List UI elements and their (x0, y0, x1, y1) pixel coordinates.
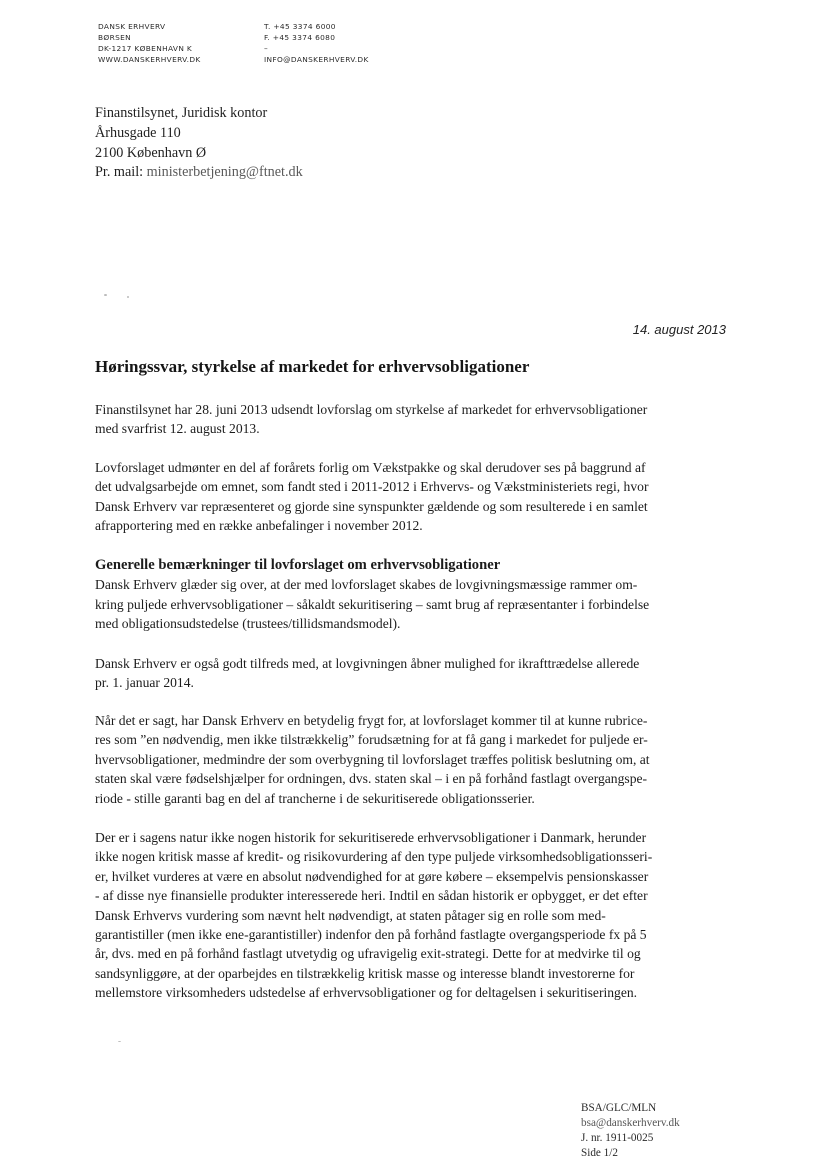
text-line: år, dvs. med en på forhånd fastlagt utvetydig og ufravigelig exit-strategi. Dette for at medvirke til og (95, 946, 641, 962)
letterhead-phone: T. +45 3374 6000 (264, 22, 336, 31)
text-line: Dansk Erhverv var repræsenteret og gjorde sine synspunkter gældende og som resulterede i en samlet (95, 498, 648, 514)
text-line: riode - stille garanti bag en del af trancherne i de sekuritiserede obligationsserier. (95, 790, 535, 806)
scan-speck (127, 296, 129, 298)
text-line: staten skal være fødselshjælper for ordningen, dvs. staten skal – i en på forhånd fastlagt overgangspe- (95, 771, 648, 787)
paragraph-6 (95, 828, 735, 1003)
letterhead-building: BØRSEN (98, 33, 132, 42)
recipient-name: Finanstilsynet, Juridisk kontor (95, 105, 268, 121)
letter-date: 14. august 2013 (632, 322, 726, 337)
text-line: Finanstilsynet har 28. juni 2013 udsendt lovforslag om styrkelse af markedet for erhvervsobligationer (95, 402, 648, 417)
text-line: det udvalgsarbejde om emnet, som fandt sted i 2011-2012 i Erhvervs- og Vækstministeriets regi, hvor (95, 479, 649, 495)
paragraph-5 (95, 711, 735, 808)
paragraph-4 (95, 654, 735, 693)
paragraph-3 (95, 556, 735, 634)
footer-page-number: Side 1/2 (581, 1147, 618, 1159)
text-line: med obligationsudstedelse (trustees/tillidsmandsmodel). (95, 616, 401, 632)
paragraph-2 (95, 458, 735, 536)
text-line: kring puljede erhvervsobligationer – såkaldt sekuritisering – samt brug af repræsentanter i forbindelse (95, 596, 650, 612)
footer-reference (581, 1101, 680, 1161)
recipient-block (95, 104, 303, 183)
text-line: mellemstore virksomheders udstedelse af erhvervsobligationer og for deltagelsen i sekuritiseringen. (95, 985, 638, 1001)
letterhead-postal: DK-1217 KØBENHAVN K (98, 44, 193, 53)
recipient-street: Århusgade 110 (95, 124, 181, 141)
recipient-mail-address: ministerbetjening@ftnet.dk (146, 164, 303, 181)
text-line: sandsynliggøre, at der oparbejdes en tilstrækkelig kritisk masse og interesse blandt investorerne for (95, 965, 635, 981)
letterhead-company: DANSK ERHVERV (98, 22, 166, 31)
text-line: Dansk Erhverv glæder sig over, at der med lovforslaget skabes de lovgivningsmæssige rammer om- (95, 577, 638, 593)
recipient-city: 2100 København Ø (95, 144, 207, 161)
letterhead-address (98, 21, 201, 65)
text-line: med svarfrist 12. august 2013. (95, 421, 260, 437)
text-line: ikke nogen kritisk masse af kredit- og risikovurdering af den type puljede virksomhedsobligationsseri- (95, 849, 653, 865)
letterhead-website: WWW.DANSKERHVERV.DK (98, 55, 201, 64)
text-line: pr. 1. januar 2014. (95, 675, 194, 691)
text-line: garantistiller (men ikke ene-garantistiller) indenfor den på forhånd fastlagte overgangsperiode fx på 5 (95, 927, 647, 943)
text-line: Når det er sagt, har Dansk Erhverv en betydelig frygt for, at lovforslaget kommer til at kunne rubrice- (95, 713, 648, 728)
letterhead-fax: F. +45 3374 6080 (264, 33, 336, 42)
footer-journal-number: J. nr. 1911-0025 (581, 1132, 654, 1144)
text-line: hvervsobligationer, medmindre der som overbygning til lovforslaget træffes politisk beslutning om, at (95, 751, 650, 767)
footer-initials: BSA/GLC/MLN (581, 1102, 657, 1114)
text-line: Lovforslaget udmønter en del af forårets forlig om Vækstpakke og skal derudover ses på baggrund af (95, 460, 646, 475)
paragraph-1 (95, 400, 735, 439)
section-heading: Generelle bemærkninger til lovforslaget om erhvervsobligationer (95, 557, 501, 573)
letterhead-contact (264, 21, 369, 65)
text-line: - af disse nye finansielle produkter interesserede heri. Indtil en sådan historik er opbygget, er det efter (95, 888, 648, 904)
text-line: Der er i sagens natur ikke nogen historik for sekuritiserede erhvervsobligationer i Danmark, herunder (95, 830, 647, 845)
letterhead-dash: – (264, 44, 269, 53)
text-line: res som ”en nødvendig, men ikke tilstrækkelig” forudsætning for at få gang i markedet for puljede er- (95, 732, 648, 748)
text-line: afrapportering med en række anbefalinger i november 2012. (95, 518, 423, 534)
text-line: Dansk Erhvervs vurdering som nævnt helt nødvendigt, at staten påtager sig en rolle som med- (95, 907, 606, 923)
letterhead-email: INFO@DANSKERHVERV.DK (264, 55, 369, 64)
footer-email: bsa@danskerhverv.dk (581, 1117, 680, 1129)
text-line: er, hvilket vurderes at være en absolut nødvendighed for at gøre købere – eksempelvis pensionskasser (95, 868, 649, 884)
recipient-mail-label: Pr. mail: (95, 164, 144, 181)
scan-speck (104, 294, 107, 296)
recipient-mail (95, 163, 303, 183)
text-line: Dansk Erhverv er også godt tilfreds med, at lovgivningen åbner mulighed for ikrafttrædelse allerede (95, 656, 640, 671)
scan-speck (118, 1041, 121, 1042)
letter-title: Høringssvar, styrkelse af markedet for erhvervsobligationer (95, 357, 530, 376)
